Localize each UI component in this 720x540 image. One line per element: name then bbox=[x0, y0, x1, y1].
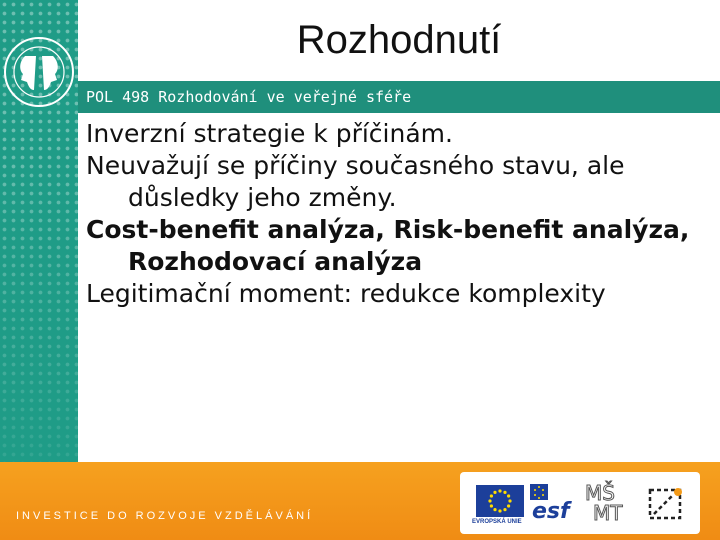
content-line-3: důsledky jeho změny. bbox=[128, 183, 397, 212]
slide-title: Rozhodnutí bbox=[296, 18, 502, 62]
slide-content bbox=[86, 118, 706, 310]
content-line-4: Cost-benefit analýza, Risk-benefit analýza, bbox=[86, 215, 690, 244]
content-line-1: Inverzní strategie k příčinám. bbox=[86, 119, 453, 148]
esf-logo-icon bbox=[530, 482, 576, 522]
content-line-6: Legitimační moment: redukce komplexity bbox=[86, 279, 606, 308]
university-logo-icon bbox=[3, 36, 75, 108]
content-line-2: Neuvažují se příčiny současného stavu, ale bbox=[86, 151, 625, 180]
eu-label: EVROPSKÁ UNIE bbox=[472, 519, 522, 525]
svg-text:MŠ: MŠ bbox=[585, 481, 615, 505]
msmt-logo-icon bbox=[583, 480, 635, 524]
course-subtitle: POL 498 Rozhodování ve veřejné sféře bbox=[86, 88, 412, 106]
svg-text:MT: MT bbox=[593, 501, 623, 524]
op-education-icon bbox=[642, 484, 688, 524]
content-line-5: Rozhodovací analýza bbox=[128, 247, 423, 276]
footer-text: INVESTICE DO ROZVOJE VZDĚLÁVÁNÍ bbox=[16, 510, 314, 522]
esf-label: esf bbox=[532, 499, 570, 522]
eu-flag-icon bbox=[476, 485, 524, 517]
